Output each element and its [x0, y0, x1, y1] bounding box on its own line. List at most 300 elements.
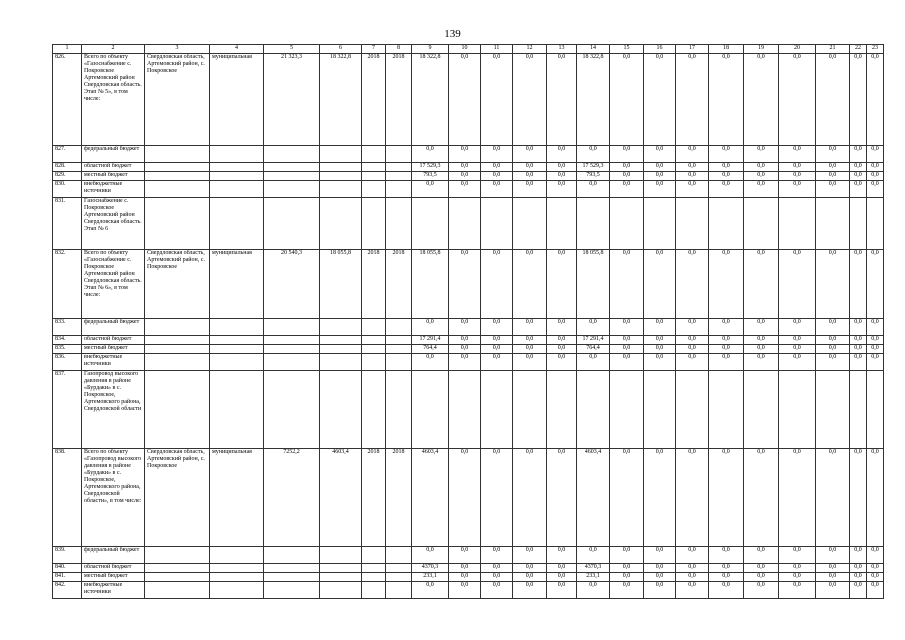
column-header: 15: [610, 45, 644, 54]
year-cell: [362, 573, 386, 582]
cost-cell: [320, 582, 362, 599]
cost-cell: 18 322,8: [320, 54, 362, 146]
cost-cell: [264, 547, 320, 564]
value-cell: 0,0: [779, 250, 816, 319]
value-cell: [547, 371, 577, 449]
object-name-cell: внебюджетные источники: [82, 181, 145, 198]
value-cell: 0,0: [779, 564, 816, 573]
year-cell: [362, 146, 386, 163]
value-cell: 0,0: [744, 354, 779, 371]
column-header: 7: [362, 45, 386, 54]
value-cell: 0,0: [449, 54, 481, 146]
value-cell: 17 291,4: [577, 336, 610, 345]
location-cell: [145, 336, 210, 345]
value-cell: 0,0: [513, 564, 547, 573]
year-cell: [386, 547, 412, 564]
row-number-cell: 834.: [53, 336, 82, 345]
value-cell: 0,0: [850, 172, 867, 181]
row-number-cell: 827.: [53, 146, 82, 163]
table-row: [53, 582, 884, 599]
value-cell: [449, 371, 481, 449]
column-header: 19: [744, 45, 779, 54]
cost-cell: [320, 345, 362, 354]
value-cell: 4370,3: [412, 564, 449, 573]
value-cell: 0,0: [816, 449, 850, 547]
value-cell: 0,0: [577, 181, 610, 198]
year-cell: [386, 146, 412, 163]
year-cell: [386, 181, 412, 198]
year-cell: [386, 573, 412, 582]
cost-cell: [320, 172, 362, 181]
ownership-cell: [210, 163, 264, 172]
value-cell: 0,0: [547, 163, 577, 172]
value-cell: 17 529,3: [412, 163, 449, 172]
cost-cell: [320, 198, 362, 250]
year-cell: [362, 354, 386, 371]
value-cell: [481, 371, 513, 449]
year-cell: [362, 345, 386, 354]
year-cell: [386, 336, 412, 345]
value-cell: 0,0: [610, 250, 644, 319]
cost-cell: [320, 371, 362, 449]
year-cell: [362, 172, 386, 181]
year-cell: [362, 336, 386, 345]
value-cell: 0,0: [577, 146, 610, 163]
value-cell: 0,0: [481, 181, 513, 198]
value-cell: 793,5: [412, 172, 449, 181]
column-header: 20: [779, 45, 816, 54]
year-cell: [362, 198, 386, 250]
object-name-cell: внебюджетные источники: [82, 582, 145, 599]
cost-cell: [264, 354, 320, 371]
ownership-cell: [210, 181, 264, 198]
value-cell: 18 322,8: [577, 54, 610, 146]
value-cell: 0,0: [676, 547, 709, 564]
table-row: [53, 250, 884, 319]
ownership-cell: муниципальная: [210, 54, 264, 146]
value-cell: 0,0: [867, 582, 884, 599]
ownership-cell: [210, 172, 264, 181]
column-header: 2: [82, 45, 145, 54]
value-cell: [867, 371, 884, 449]
value-cell: [577, 198, 610, 250]
value-cell: 0,0: [513, 354, 547, 371]
value-cell: 0,0: [449, 564, 481, 573]
value-cell: 0,0: [547, 547, 577, 564]
value-cell: 0,0: [816, 319, 850, 336]
cost-cell: [320, 354, 362, 371]
value-cell: 0,0: [709, 54, 744, 146]
value-cell: 0,0: [744, 250, 779, 319]
row-number-cell: 830.: [53, 181, 82, 198]
row-number-cell: 836.: [53, 354, 82, 371]
value-cell: 0,0: [816, 354, 850, 371]
value-cell: 0,0: [709, 250, 744, 319]
location-cell: Свердловская область, Артемовский район, с. Покровское: [145, 54, 210, 146]
value-cell: 0,0: [449, 582, 481, 599]
cost-cell: [264, 163, 320, 172]
row-number-cell: 842.: [53, 582, 82, 599]
value-cell: 0,0: [676, 345, 709, 354]
year-cell: [362, 582, 386, 599]
value-cell: 0,0: [577, 319, 610, 336]
cost-cell: [320, 146, 362, 163]
value-cell: 0,0: [481, 54, 513, 146]
value-cell: 0,0: [676, 163, 709, 172]
value-cell: 4603,4: [577, 449, 610, 547]
year-cell: [386, 564, 412, 573]
value-cell: 0,0: [577, 354, 610, 371]
value-cell: 0,0: [709, 354, 744, 371]
value-cell: 0,0: [867, 181, 884, 198]
value-cell: 0,0: [481, 319, 513, 336]
location-cell: [145, 345, 210, 354]
value-cell: 17 291,4: [412, 336, 449, 345]
column-header: 21: [816, 45, 850, 54]
value-cell: 4603,4: [412, 449, 449, 547]
column-header: 14: [577, 45, 610, 54]
location-cell: [145, 354, 210, 371]
value-cell: 0,0: [513, 163, 547, 172]
cost-cell: [320, 336, 362, 345]
value-cell: 0,0: [513, 146, 547, 163]
value-cell: 0,0: [867, 564, 884, 573]
value-cell: 0,0: [513, 573, 547, 582]
value-cell: 0,0: [644, 582, 676, 599]
value-cell: 0,0: [744, 163, 779, 172]
value-cell: [709, 198, 744, 250]
value-cell: 0,0: [850, 354, 867, 371]
table-row: [53, 163, 884, 172]
value-cell: 0,0: [644, 547, 676, 564]
value-cell: [676, 198, 709, 250]
value-cell: [513, 371, 547, 449]
cost-cell: [264, 336, 320, 345]
value-cell: 0,0: [547, 319, 577, 336]
value-cell: 0,0: [676, 250, 709, 319]
ownership-cell: муниципальная: [210, 250, 264, 319]
budget-table: [52, 44, 884, 599]
value-cell: 0,0: [816, 146, 850, 163]
object-name-cell: федеральный бюджет: [82, 319, 145, 336]
value-cell: 0,0: [709, 146, 744, 163]
value-cell: 0,0: [816, 163, 850, 172]
value-cell: 0,0: [709, 172, 744, 181]
value-cell: 0,0: [610, 354, 644, 371]
value-cell: 0,0: [850, 449, 867, 547]
year-cell: [362, 547, 386, 564]
value-cell: [709, 371, 744, 449]
object-name-cell: местный бюджет: [82, 345, 145, 354]
value-cell: 0,0: [644, 172, 676, 181]
value-cell: [816, 198, 850, 250]
value-cell: 0,0: [709, 345, 744, 354]
value-cell: 0,0: [449, 163, 481, 172]
value-cell: 0,0: [744, 573, 779, 582]
column-header: 16: [644, 45, 676, 54]
value-cell: [779, 198, 816, 250]
value-cell: 0,0: [816, 250, 850, 319]
value-cell: 0,0: [779, 582, 816, 599]
value-cell: 0,0: [850, 319, 867, 336]
value-cell: 793,5: [577, 172, 610, 181]
row-number-cell: 826.: [53, 54, 82, 146]
value-cell: 0,0: [744, 564, 779, 573]
table-row: [53, 146, 884, 163]
year-cell: 2018: [386, 250, 412, 319]
value-cell: 0,0: [816, 172, 850, 181]
value-cell: 0,0: [816, 547, 850, 564]
value-cell: 0,0: [867, 336, 884, 345]
value-cell: 0,0: [547, 181, 577, 198]
value-cell: 0,0: [816, 54, 850, 146]
value-cell: 17 529,3: [577, 163, 610, 172]
value-cell: [610, 371, 644, 449]
value-cell: 0,0: [449, 146, 481, 163]
value-cell: 0,0: [412, 582, 449, 599]
value-cell: 0,0: [412, 181, 449, 198]
value-cell: 0,0: [412, 547, 449, 564]
value-cell: 0,0: [676, 354, 709, 371]
value-cell: 0,0: [547, 564, 577, 573]
ownership-cell: [210, 336, 264, 345]
year-cell: [362, 319, 386, 336]
value-cell: 0,0: [850, 345, 867, 354]
value-cell: [644, 198, 676, 250]
value-cell: 0,0: [449, 449, 481, 547]
value-cell: 0,0: [449, 345, 481, 354]
value-cell: 0,0: [449, 172, 481, 181]
column-header: 6: [320, 45, 362, 54]
value-cell: 0,0: [676, 336, 709, 345]
value-cell: 0,0: [610, 181, 644, 198]
column-header: 1: [53, 45, 82, 54]
value-cell: 0,0: [547, 354, 577, 371]
value-cell: 0,0: [513, 250, 547, 319]
value-cell: 0,0: [709, 449, 744, 547]
value-cell: 0,0: [816, 582, 850, 599]
value-cell: 0,0: [481, 250, 513, 319]
table-row: [53, 54, 884, 146]
value-cell: 18 322,8: [412, 54, 449, 146]
table-row: [53, 449, 884, 547]
location-cell: [145, 547, 210, 564]
value-cell: 0,0: [676, 172, 709, 181]
value-cell: 764,4: [577, 345, 610, 354]
value-cell: 0,0: [779, 573, 816, 582]
value-cell: 0,0: [676, 573, 709, 582]
location-cell: [145, 172, 210, 181]
value-cell: 0,0: [481, 336, 513, 345]
cost-cell: [264, 345, 320, 354]
value-cell: 0,0: [610, 319, 644, 336]
object-name-cell: Газоснабжение с. Покровское Артемовский район Свердловская область. Этап № 6: [82, 198, 145, 250]
value-cell: [412, 198, 449, 250]
value-cell: 0,0: [547, 573, 577, 582]
ownership-cell: [210, 146, 264, 163]
object-name-cell: внебюджетные источники: [82, 354, 145, 371]
table-row: [53, 172, 884, 181]
column-number-row: [53, 45, 884, 54]
ownership-cell: [210, 319, 264, 336]
value-cell: [816, 371, 850, 449]
value-cell: 0,0: [779, 54, 816, 146]
row-number-cell: 832.: [53, 250, 82, 319]
value-cell: 18 055,8: [412, 250, 449, 319]
location-cell: [145, 371, 210, 449]
value-cell: 0,0: [513, 345, 547, 354]
value-cell: 0,0: [610, 449, 644, 547]
year-cell: 2018: [362, 54, 386, 146]
value-cell: 0,0: [867, 163, 884, 172]
value-cell: 0,0: [412, 354, 449, 371]
value-cell: 0,0: [709, 573, 744, 582]
value-cell: [850, 198, 867, 250]
table-row: [53, 319, 884, 336]
value-cell: 0,0: [850, 564, 867, 573]
ownership-cell: [210, 582, 264, 599]
object-name-cell: федеральный бюджет: [82, 547, 145, 564]
value-cell: 0,0: [850, 181, 867, 198]
value-cell: 0,0: [779, 163, 816, 172]
object-name-cell: местный бюджет: [82, 573, 145, 582]
ownership-cell: [210, 354, 264, 371]
object-name-cell: областной бюджет: [82, 336, 145, 345]
table-row: [53, 547, 884, 564]
value-cell: 0,0: [513, 336, 547, 345]
value-cell: 0,0: [644, 336, 676, 345]
cost-cell: [264, 582, 320, 599]
value-cell: 0,0: [547, 54, 577, 146]
table-row: [53, 354, 884, 371]
value-cell: 0,0: [709, 163, 744, 172]
value-cell: 0,0: [744, 582, 779, 599]
value-cell: 0,0: [779, 449, 816, 547]
column-header: 4: [210, 45, 264, 54]
value-cell: 0,0: [676, 319, 709, 336]
value-cell: 0,0: [449, 354, 481, 371]
row-number-cell: 841.: [53, 573, 82, 582]
cost-cell: [320, 547, 362, 564]
value-cell: 0,0: [547, 172, 577, 181]
value-cell: 0,0: [867, 547, 884, 564]
value-cell: [744, 371, 779, 449]
value-cell: 0,0: [481, 564, 513, 573]
table-row: [53, 198, 884, 250]
year-cell: [386, 172, 412, 181]
row-number-cell: 835.: [53, 345, 82, 354]
value-cell: 0,0: [481, 582, 513, 599]
location-cell: Свердловская область, Артемовский район, с. Покровское: [145, 449, 210, 547]
location-cell: Свердловская область, Артемовский район, с. Покровское: [145, 250, 210, 319]
location-cell: [145, 146, 210, 163]
row-number-cell: 839.: [53, 547, 82, 564]
location-cell: [145, 582, 210, 599]
value-cell: 0,0: [610, 582, 644, 599]
value-cell: [513, 198, 547, 250]
cost-cell: [320, 564, 362, 573]
year-cell: [386, 163, 412, 172]
value-cell: 0,0: [867, 146, 884, 163]
value-cell: 0,0: [850, 163, 867, 172]
value-cell: 0,0: [867, 172, 884, 181]
value-cell: 0,0: [850, 54, 867, 146]
year-cell: [386, 354, 412, 371]
ownership-cell: [210, 198, 264, 250]
table-row: [53, 181, 884, 198]
value-cell: 0,0: [850, 250, 867, 319]
value-cell: 0,0: [867, 319, 884, 336]
value-cell: 0,0: [449, 319, 481, 336]
value-cell: 0,0: [481, 354, 513, 371]
value-cell: 0,0: [610, 163, 644, 172]
value-cell: 0,0: [779, 547, 816, 564]
location-cell: [145, 564, 210, 573]
cost-cell: [264, 371, 320, 449]
year-cell: [386, 582, 412, 599]
value-cell: 0,0: [644, 573, 676, 582]
cost-cell: [264, 198, 320, 250]
value-cell: 0,0: [610, 54, 644, 146]
value-cell: 0,0: [610, 336, 644, 345]
value-cell: 0,0: [547, 250, 577, 319]
cost-cell: [320, 319, 362, 336]
ownership-cell: [210, 345, 264, 354]
object-name-cell: Всего по объекту «Газоснабжение с. Покровское Артемовский район Свердловская область. Этап № 5», в том числе:: [82, 54, 145, 146]
value-cell: 0,0: [513, 547, 547, 564]
value-cell: 0,0: [449, 573, 481, 582]
ownership-cell: [210, 547, 264, 564]
value-cell: 0,0: [867, 573, 884, 582]
value-cell: 0,0: [744, 319, 779, 336]
column-header: 5: [264, 45, 320, 54]
cost-cell: 20 540,3: [264, 250, 320, 319]
value-cell: 0,0: [676, 582, 709, 599]
column-header: 13: [547, 45, 577, 54]
value-cell: 0,0: [513, 449, 547, 547]
value-cell: 0,0: [709, 564, 744, 573]
value-cell: 0,0: [513, 54, 547, 146]
value-cell: 0,0: [644, 181, 676, 198]
cost-cell: 18 055,8: [320, 250, 362, 319]
cost-cell: [264, 319, 320, 336]
value-cell: [412, 371, 449, 449]
year-cell: [386, 198, 412, 250]
value-cell: 0,0: [816, 573, 850, 582]
column-header: 12: [513, 45, 547, 54]
value-cell: 0,0: [547, 345, 577, 354]
value-cell: 0,0: [449, 181, 481, 198]
value-cell: [676, 371, 709, 449]
value-cell: 0,0: [744, 172, 779, 181]
value-cell: 0,0: [867, 250, 884, 319]
object-name-cell: Всего по объекту «Газоснабжение с. Покровское Артемовский район Свердловская область. Этап № 6», в том числе:: [82, 250, 145, 319]
row-number-cell: 833.: [53, 319, 82, 336]
value-cell: 0,0: [779, 354, 816, 371]
value-cell: 0,0: [744, 181, 779, 198]
object-name-cell: федеральный бюджет: [82, 146, 145, 163]
cost-cell: [320, 181, 362, 198]
value-cell: 0,0: [449, 547, 481, 564]
value-cell: 0,0: [481, 172, 513, 181]
year-cell: [362, 181, 386, 198]
value-cell: 0,0: [676, 449, 709, 547]
column-header: 8: [386, 45, 412, 54]
table-row: [53, 336, 884, 345]
value-cell: 0,0: [610, 345, 644, 354]
table-row: [53, 371, 884, 449]
year-cell: [386, 371, 412, 449]
